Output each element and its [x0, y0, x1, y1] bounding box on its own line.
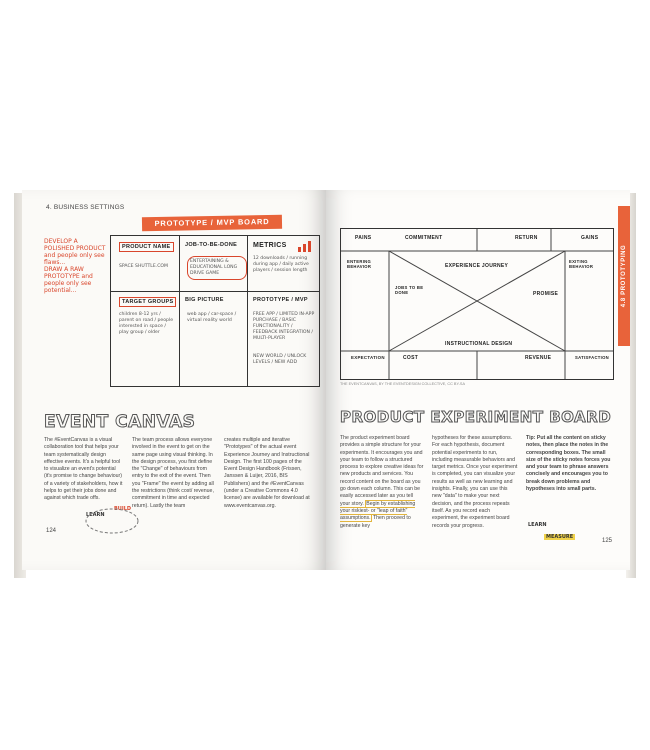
build-measure-learn-icon — [82, 504, 142, 538]
board-caption: THE EVENTCANVAS, BY THE EVENTDESIGN COLLECTIVE, CC BY-SA — [340, 382, 465, 386]
right-page — [326, 190, 630, 570]
event-canvas-col3: creates multiple and iterative "Prototypes" of the actual event Experience Journey and Instructional Design. The first 100 pages of the Event Design Handbook (Frissen, Janssen & Luijer, 2016, BIS Publishers) and the #EventCanvas (under a Creative Commons 4.0 license) are available for download at www.eventcanvas.org. — [224, 437, 310, 509]
sketch-target-label: TARGET GROUPS — [119, 297, 176, 307]
mvp-board-sketch — [110, 235, 320, 387]
sketch-prototype-label: PROTOTYPE / MVP — [253, 297, 308, 303]
sketch-target-text: children 8-12 yrs / parent on road / people interested in space / play group / older — [119, 312, 174, 335]
sketch-metrics-label: METRICS — [253, 242, 287, 249]
section-side-tab — [618, 206, 630, 346]
sketch-product-name: PRODUCT NAME — [119, 242, 174, 252]
board-jobs: JOBS TO BE DONE — [395, 285, 424, 295]
prototype-banner: PROTOTYPE / MVP BOARD — [142, 215, 282, 231]
board-commitment: COMMITMENT — [405, 235, 443, 241]
board-pains: PAINS — [355, 235, 372, 241]
board-expectation: EXPECTATION — [351, 355, 385, 360]
sketch-job-label: JOB-TO-BE-DONE — [185, 242, 238, 248]
sketch-divider — [247, 236, 248, 386]
col1-text-b: Then proceed to generate key — [340, 515, 411, 529]
sketch-next-text: NEW WORLD / UNLOCK LEVELS / NEW ADD — [253, 354, 307, 365]
learn-sketch-label: LEARN — [86, 512, 105, 518]
board-entering: ENTERING BEHAVIOR — [347, 259, 372, 269]
left-page — [22, 190, 326, 570]
sketch-metrics-text: 12 downloads / running during app / daily active players / session length — [253, 256, 309, 273]
col1-text-a: The product experiment board provides a simple structure for your experiments. It encourages you and your team to follow a structured process to explore creative ideas for new products and services. You record content on the board as you go down each column. This can be easily accessed later as you tell your story. — [340, 435, 424, 507]
product-experiment-col1 — [340, 435, 424, 530]
learn-sketch-label: LEARN — [528, 522, 547, 528]
sketch-product-url: SPACE SHUTTLE.COM — [119, 264, 168, 269]
board-exiting: EXITING BEHAVIOR — [569, 259, 594, 269]
board-promise: PROMISE — [533, 291, 559, 297]
product-experiment-tip: Tip: Put all the content on sticky notes, then place the notes in the corresponding boxes. The small size of the sticky notes forces you and your team to phrase answers concisely and encourages you to break down problems and hypotheses into small parts. — [526, 435, 611, 493]
sketch-big-picture-text: web app / car-space / virtual reality world — [187, 312, 237, 323]
col1-highlight: Begin by establishing your riskiest- or "leap of faith" assumptions. — [340, 500, 416, 522]
sketch-job-text: ENTERTAINING & EDUCATIONAL LONG DRIVE GAME — [187, 256, 247, 280]
bar-chart-icon — [297, 240, 313, 252]
product-experiment-title: PRODUCT EXPERIMENT BOARD — [340, 408, 612, 426]
product-experiment-col2: hypotheses for these assumptions. For each hypothesis, document potential experiments to run, including measurable behaviors and target metrics. Once your experiment is completed, you can visualize your results as well as new learning and insights. Finally, you can use this new "data" to make your next decision, and the process repeats itself. As you record each experiment, the experiment board records your progress. — [432, 435, 518, 529]
board-instructional: INSTRUCTIONAL DESIGN — [445, 341, 513, 347]
chapter-header: 4. BUSINESS SETTINGS — [46, 204, 125, 211]
board-cost: COST — [403, 355, 419, 361]
measure-sketch-label: MEASURE — [546, 534, 574, 540]
sketch-divider — [179, 236, 180, 386]
page-number-left: 124 — [46, 528, 57, 534]
handnote-raw: DRAW A RAW PROTOTYPE and people only see potential... — [44, 266, 93, 294]
event-canvas-board — [340, 228, 614, 380]
sketch-divider — [111, 291, 319, 292]
event-canvas-col1: The #EventCanvas is a visual collaboration tool that helps your team systematically design effective events. It's a helpful tool to visualize an event's potential (it's promise to change behaviour) of a variety of stakeholders, how it helps to get their jobs done and against which trade offs. — [44, 437, 123, 502]
event-canvas-title: EVENT CANVAS — [44, 412, 196, 432]
handnote-polished: DEVELOP A POLISHED PRODUCT and people only see flaws... — [44, 238, 106, 266]
sketch-big-picture-label: BIG PICTURE — [185, 297, 224, 303]
board-gains: GAINS — [581, 235, 599, 241]
board-revenue: REVENUE — [525, 355, 552, 361]
side-tab-label: 4.8 PROTOTYPING — [621, 244, 627, 308]
build-sketch-label: BUILD — [114, 506, 132, 512]
sketch-prototype-text: FREE APP / LIMITED IN-APP PURCHASE / BASIC FUNCTIONALITY / FEEDBACK INTEGRATION / MULTI-PLAYER — [253, 312, 315, 341]
board-satisfaction: SATISFACTION — [575, 355, 609, 360]
board-journey: EXPERIENCE JOURNEY — [445, 263, 509, 269]
event-canvas-col2: The team process allows everyone involved in the event to get on the same page using visual thinking. In the design process, you first define the "Change" of behaviours from entry to the exit of the event. Then you "Frame" the event by adding all the restrictions (think cost/ revenue, commitment in time and expected return). Lastly the team — [132, 437, 214, 509]
board-return: RETURN — [515, 235, 538, 241]
page-number-right: 125 — [602, 538, 613, 544]
